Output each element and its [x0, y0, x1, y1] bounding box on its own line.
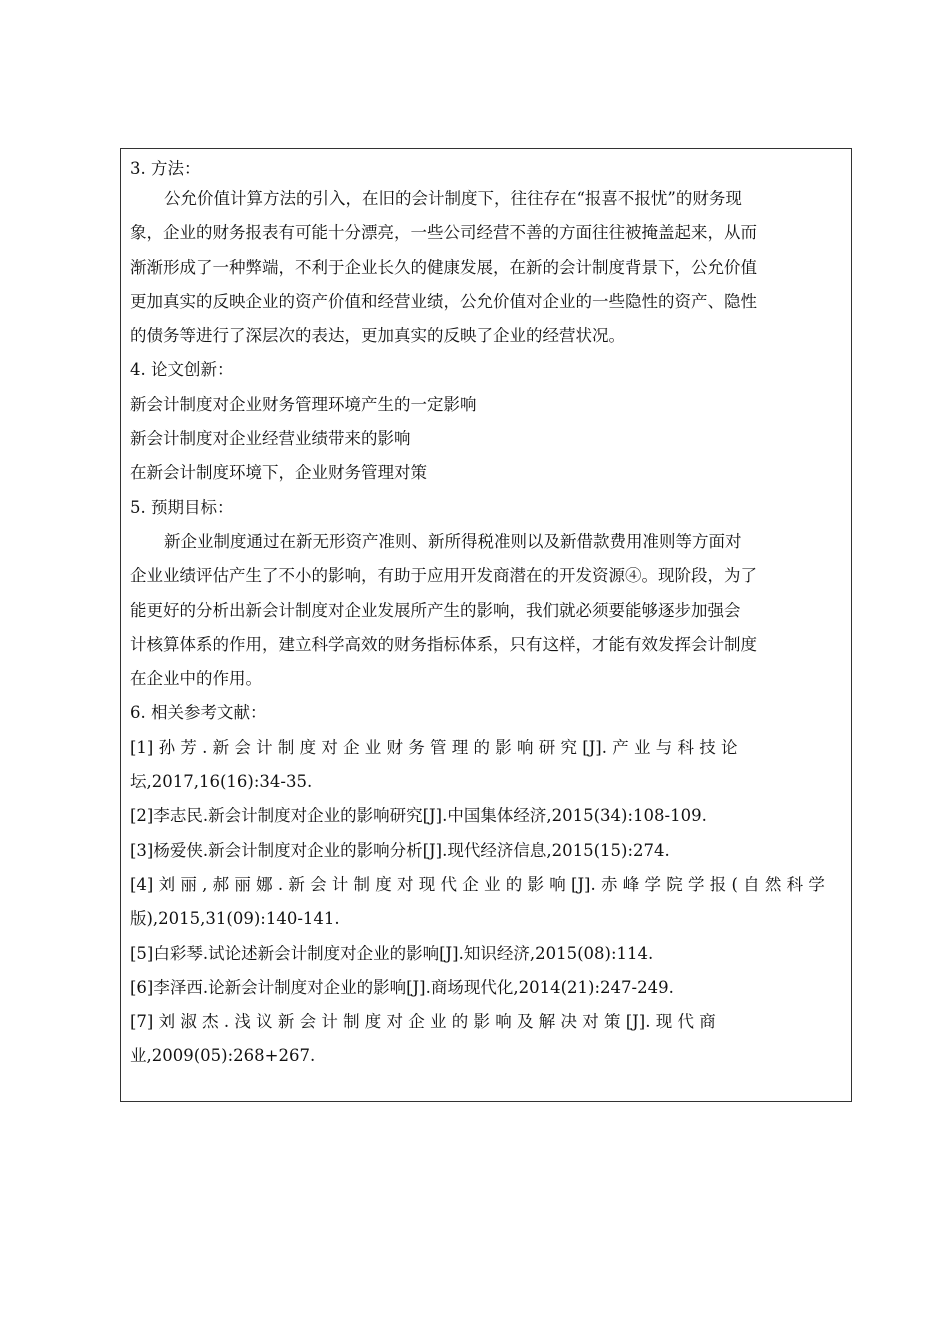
goals-paragraph-line: 新企业制度通过在新无形资产准则、新所得税准则以及新借款费用准则等方面对	[164, 531, 742, 551]
reference-line: [4] 刘 丽 , 郝 丽 娜 . 新 会 计 制 度 对 现 代 企 业 的 影 响 [J]. 赤 峰 学 院 学 报 ( 自 然 科 学	[130, 874, 825, 894]
method-paragraph-line: 象，企业的财务报表有可能十分漂亮，一些公司经营不善的方面往往被掩盖起来，从而	[130, 223, 757, 243]
reference-line: 坛,2017,16(16):34-35.	[130, 772, 313, 792]
goals-paragraph-line: 企业业绩评估产生了不小的影响，有助于应用开发商潜在的开发资源④。现阶段，为了	[130, 566, 757, 586]
section-heading-innovation: 4. 论文创新：	[130, 360, 234, 380]
innovation-item: 在新会计制度环境下，企业财务管理对策	[130, 463, 427, 483]
goals-paragraph-line: 能更好的分析出新会计制度对企业发展所产生的影响，我们就必须要能够逐步加强会	[130, 600, 741, 620]
reference-line: [5]白彩琴.试论述新会计制度对企业的影响[J].知识经济,2015(08):114.	[130, 943, 654, 963]
method-paragraph-line: 公允价值计算方法的引入，在旧的会计制度下，往往存在“报喜不报忧”的财务现	[164, 189, 742, 208]
section-heading-references: 6. 相关参考文献：	[130, 703, 267, 723]
method-paragraph-line: 的债务等进行了深层次的表达，更加真实的反映了企业的经营状况。	[130, 326, 625, 346]
goals-paragraph-line: 在企业中的作用。	[130, 669, 262, 689]
section-heading-method: 3. 方法：	[130, 159, 201, 178]
reference-line: [6]李泽西.论新会计制度对企业的影响[J].商场现代化,2014(21):247-249.	[130, 977, 674, 997]
method-paragraph-line: 渐渐形成了一种弊端，不利于企业长久的健康发展，在新的会计制度背景下，公允价值	[130, 257, 757, 277]
method-paragraph-line: 更加真实的反映企业的资产价值和经营业绩，公允价值对企业的一些隐性的资产、隐性	[130, 291, 757, 311]
reference-line: 业,2009(05):268+267.	[130, 1046, 316, 1066]
reference-line: [7] 刘 淑 杰 . 浅 议 新 会 计 制 度 对 企 业 的 影 响 及 解 决 对 策 [J]. 现 代 商	[130, 1012, 716, 1032]
document-table-cell	[120, 148, 852, 1102]
innovation-item: 新会计制度对企业财务管理环境产生的一定影响	[130, 394, 477, 414]
reference-line: [3]杨爱侠.新会计制度对企业的影响分析[J].现代经济信息,2015(15):274.	[130, 840, 670, 860]
reference-line: [2]李志民.新会计制度对企业的影响研究[J].中国集体经济,2015(34):108-109.	[130, 806, 707, 826]
section-heading-goals: 5. 预期目标：	[130, 497, 234, 517]
goals-paragraph-line: 计核算体系的作用，建立科学高效的财务指标体系，只有这样，才能有效发挥会计制度	[130, 634, 757, 654]
innovation-item: 新会计制度对企业经营业绩带来的影响	[130, 429, 411, 449]
reference-line: [1] 孙 芳 . 新 会 计 制 度 对 企 业 财 务 管 理 的 影 响 研 究 [J]. 产 业 与 科 技 论	[130, 737, 738, 757]
reference-line: 版),2015,31(09):140-141.	[130, 909, 340, 929]
